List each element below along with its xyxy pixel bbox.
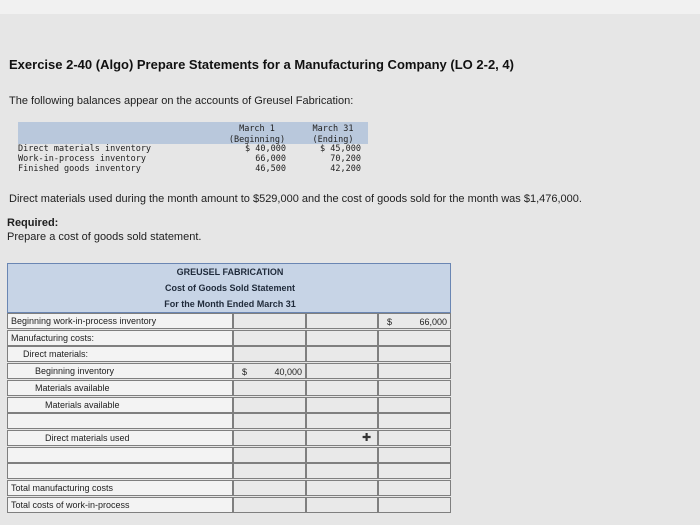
- statement-row: [7, 397, 451, 414]
- statement-row: [7, 313, 451, 330]
- statement-row-label: Direct materials:: [23, 349, 89, 360]
- amount-input-col1[interactable]: [233, 330, 306, 346]
- amount-input-col1[interactable]: [233, 497, 306, 513]
- amount-input-col2[interactable]: [306, 463, 378, 479]
- statement-row: [7, 430, 451, 447]
- given-data-paragraph: Direct materials used during the month amount to $529,000 and the cost of goods sold for the month was $1,476,000.: [9, 193, 582, 205]
- amount-input-col3[interactable]: [378, 497, 451, 513]
- exercise-title: Exercise 2-40 (Algo) Prepare Statements for a Manufacturing Company (LO 2-2, 4): [9, 57, 514, 72]
- amount-input-col2[interactable]: [306, 330, 378, 346]
- balance-ending-value: $ 45,000: [320, 144, 361, 154]
- amount-input-col2[interactable]: [306, 497, 378, 513]
- balances-col-ending-header: March 31 (Ending): [312, 124, 354, 145]
- amount-input-col1[interactable]: [233, 380, 306, 396]
- dollar-sign: $: [242, 367, 248, 378]
- amount-value: 40,000: [274, 367, 302, 378]
- statement-row-label-field[interactable]: [7, 346, 233, 362]
- amount-input-col3[interactable]: [378, 330, 451, 346]
- amount-input-col1[interactable]: [233, 447, 306, 463]
- statement-row-label-field[interactable]: [7, 397, 233, 413]
- amount-input-col1[interactable]: [233, 313, 306, 329]
- statement-name: Cost of Goods Sold Statement: [164, 283, 295, 293]
- statement-row-label: Manufacturing costs:: [11, 332, 95, 343]
- amount-input-col2[interactable]: [306, 313, 378, 329]
- statement-row: [7, 480, 451, 497]
- statement-row: [7, 447, 451, 464]
- amount-value: 66,000: [419, 317, 447, 327]
- amount-input-col3[interactable]: [378, 313, 451, 329]
- statement-row-label: Materials available: [45, 399, 120, 410]
- balances-row-label: Work-in-process inventory: [18, 154, 146, 164]
- statement-company: GREUSEL FABRICATION: [176, 267, 284, 277]
- amount-input-col2[interactable]: [306, 380, 378, 396]
- amount-input-col1[interactable]: [233, 430, 306, 446]
- required-heading: Required:: [7, 217, 59, 229]
- amount-input-col1[interactable]: [233, 463, 306, 479]
- amount-input-col3[interactable]: [378, 480, 451, 496]
- amount-input-col3[interactable]: [378, 447, 451, 463]
- amount-input-col3[interactable]: [378, 463, 451, 479]
- statement-row-label: Total manufacturing costs: [11, 483, 114, 493]
- balances-col-beginning-header: March 1 (Beginning): [228, 124, 286, 145]
- amount-input-col2[interactable]: [306, 363, 378, 379]
- amount-input-col1[interactable]: [233, 363, 306, 379]
- balances-row-label: Finished goods inventory: [18, 164, 141, 174]
- amount-input-col3[interactable]: [378, 380, 451, 396]
- amount-input-col3[interactable]: [378, 430, 451, 446]
- statement-row-label: Beginning inventory: [35, 366, 115, 377]
- balance-ending-value: 70,200: [330, 154, 361, 164]
- statement-row-label-field[interactable]: [7, 430, 233, 446]
- balance-beginning-value: 66,000: [255, 154, 286, 164]
- statement-period: For the Month Ended March 31: [164, 299, 296, 309]
- balance-beginning-value: 46,500: [255, 164, 286, 174]
- amount-input-col1[interactable]: [233, 346, 306, 362]
- amount-input-col2[interactable]: [306, 480, 378, 496]
- statement-row-label: Direct materials used: [45, 432, 130, 443]
- balances-row: [18, 154, 146, 165]
- statement-row-label-field[interactable]: [7, 363, 233, 379]
- statement-row-label-field[interactable]: [7, 413, 233, 429]
- amount-input-col3[interactable]: [378, 397, 451, 413]
- amount-input-col2[interactable]: [306, 346, 378, 362]
- amount-input-col2[interactable]: [306, 413, 378, 429]
- statement-row: [7, 346, 451, 363]
- statement-row-label-field[interactable]: [7, 313, 233, 329]
- balances-row-label: Direct materials inventory: [18, 144, 152, 154]
- statement-row: [7, 330, 451, 347]
- statement-row-label: Materials available: [35, 382, 110, 393]
- amount-input-col3[interactable]: [378, 346, 451, 362]
- statement-row: [7, 380, 451, 397]
- balance-ending-value: 42,200: [330, 164, 361, 174]
- amount-input-col2[interactable]: [306, 397, 378, 413]
- statement-row: [7, 463, 451, 480]
- statement-row: [7, 497, 451, 514]
- balances-row: [18, 164, 141, 175]
- statement-header: [7, 263, 451, 313]
- statement-row-label: Beginning work-in-process inventory: [11, 316, 157, 326]
- balances-row: [18, 144, 151, 155]
- statement-row-label-field[interactable]: [7, 380, 233, 396]
- statement-row-label-field[interactable]: [7, 480, 233, 496]
- amount-input-col1[interactable]: [233, 480, 306, 496]
- statement-row-label-field[interactable]: [7, 447, 233, 463]
- statement-row: [7, 363, 451, 380]
- intro-text: The following balances appear on the accounts of Greusel Fabrication:: [9, 95, 354, 107]
- statement-row-label: Total costs of work-in-process: [11, 499, 130, 510]
- balances-table: [18, 122, 368, 177]
- amount-input-col1[interactable]: [233, 397, 306, 413]
- statement-row-label-field[interactable]: [7, 463, 233, 479]
- statement-row-label-field[interactable]: [7, 497, 233, 513]
- amount-input-col1[interactable]: [233, 413, 306, 429]
- balance-beginning-value: $ 40,000: [245, 144, 286, 154]
- dollar-sign: $: [387, 317, 393, 327]
- statement-row-label-field[interactable]: [7, 330, 233, 346]
- required-text: Prepare a cost of goods sold statement.: [7, 231, 202, 243]
- move-cursor-icon: ✚: [362, 431, 372, 444]
- amount-input-col3[interactable]: [378, 363, 451, 379]
- amount-input-col2[interactable]: [306, 447, 378, 463]
- statement-row: [7, 413, 451, 430]
- browser-top-strip: [0, 0, 700, 14]
- cogs-statement-form: [7, 263, 451, 508]
- amount-input-col3[interactable]: [378, 413, 451, 429]
